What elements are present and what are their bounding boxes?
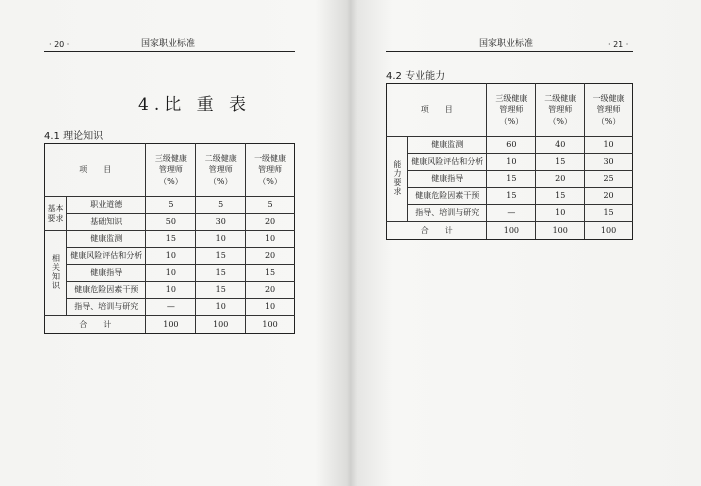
row-label: 基础知识 bbox=[66, 214, 146, 231]
header-level-2: 二级健康 管理师 （%） bbox=[536, 84, 585, 137]
group-basic-requirements: 基本 要求 bbox=[45, 197, 67, 231]
group-related-knowledge: 相关知识 bbox=[45, 231, 67, 316]
cell-value: 10 bbox=[146, 265, 196, 282]
total-value: 100 bbox=[585, 222, 633, 240]
table-row bbox=[45, 248, 295, 265]
table-row bbox=[387, 205, 633, 222]
total-row bbox=[45, 316, 295, 334]
row-label: 健康监测 bbox=[66, 231, 146, 248]
table-row bbox=[45, 231, 295, 248]
row-label: 健康监测 bbox=[407, 137, 487, 154]
cell-value: 10 bbox=[585, 137, 633, 154]
cell-value: 20 bbox=[585, 188, 633, 205]
table-row bbox=[387, 137, 633, 154]
cell-value: 15 bbox=[536, 188, 585, 205]
page-header: 国家职业标准 bbox=[141, 39, 196, 49]
total-label: 合 计 bbox=[45, 316, 146, 334]
header-level-3: 三级健康 管理师 （%） bbox=[146, 144, 196, 197]
table-header-row bbox=[387, 84, 633, 137]
cell-value: 10 bbox=[196, 231, 246, 248]
professional-ability-table bbox=[386, 83, 633, 240]
page-number: · 20 · bbox=[49, 40, 70, 49]
cell-value: 60 bbox=[487, 137, 536, 154]
table-row bbox=[45, 265, 295, 282]
cell-value: 5 bbox=[246, 197, 295, 214]
table-row bbox=[45, 197, 295, 214]
page-header: 国家职业标准 bbox=[479, 39, 534, 49]
table-row bbox=[387, 171, 633, 188]
table-row bbox=[45, 299, 295, 316]
cell-value: 40 bbox=[536, 137, 585, 154]
row-label: 健康风险评估和分析 bbox=[66, 248, 146, 265]
table-row bbox=[387, 154, 633, 171]
cell-value: 30 bbox=[585, 154, 633, 171]
row-label: 健康危险因素干预 bbox=[66, 282, 146, 299]
cell-value: 10 bbox=[536, 205, 585, 222]
cell-value: 15 bbox=[196, 248, 246, 265]
total-value: 100 bbox=[146, 316, 196, 334]
cell-value: 20 bbox=[246, 214, 295, 231]
row-label: 健康指导 bbox=[407, 171, 487, 188]
cell-value: 10 bbox=[146, 248, 196, 265]
header-rule bbox=[44, 51, 295, 52]
left-page bbox=[0, 0, 350, 486]
cell-value: 10 bbox=[246, 231, 295, 248]
header-level-1: 一级健康 管理师 （%） bbox=[585, 84, 633, 137]
cell-value: 15 bbox=[246, 265, 295, 282]
cell-value: 10 bbox=[487, 154, 536, 171]
cell-value: — bbox=[146, 299, 196, 316]
row-label: 指导、培训与研究 bbox=[66, 299, 146, 316]
cell-value: 15 bbox=[487, 188, 536, 205]
page-title: 4.比 重 表 bbox=[138, 95, 252, 115]
cell-value: 15 bbox=[585, 205, 633, 222]
table-header-row bbox=[45, 144, 295, 197]
header-level-2: 二级健康 管理师 （%） bbox=[196, 144, 246, 197]
total-value: 100 bbox=[536, 222, 585, 240]
cell-value: 30 bbox=[196, 214, 246, 231]
right-page bbox=[351, 0, 701, 486]
total-label: 合 计 bbox=[387, 222, 487, 240]
cell-value: 10 bbox=[146, 282, 196, 299]
cell-value: 50 bbox=[146, 214, 196, 231]
section-heading: 4.1 理论知识 bbox=[44, 131, 104, 142]
cell-value: 25 bbox=[585, 171, 633, 188]
table-row bbox=[45, 282, 295, 299]
row-label: 健康风险评估和分析 bbox=[407, 154, 487, 171]
header-level-3: 三级健康 管理师 （%） bbox=[487, 84, 536, 137]
row-label: 健康指导 bbox=[66, 265, 146, 282]
cell-value: 20 bbox=[246, 282, 295, 299]
cell-value: 15 bbox=[487, 171, 536, 188]
cell-value: 5 bbox=[146, 197, 196, 214]
cell-value: 20 bbox=[536, 171, 585, 188]
cell-value: 20 bbox=[246, 248, 295, 265]
total-value: 100 bbox=[196, 316, 246, 334]
header-rule bbox=[386, 51, 633, 52]
cell-value: 10 bbox=[246, 299, 295, 316]
table-row bbox=[387, 188, 633, 205]
cell-value: 10 bbox=[196, 299, 246, 316]
row-label: 指导、培训与研究 bbox=[407, 205, 487, 222]
total-value: 100 bbox=[487, 222, 536, 240]
total-value: 100 bbox=[246, 316, 295, 334]
cell-value: — bbox=[487, 205, 536, 222]
cell-value: 5 bbox=[196, 197, 246, 214]
section-heading: 4.2 专业能力 bbox=[386, 71, 446, 82]
theory-knowledge-table bbox=[44, 143, 295, 334]
table-row bbox=[45, 214, 295, 231]
cell-value: 15 bbox=[146, 231, 196, 248]
header-item: 项 目 bbox=[387, 84, 487, 137]
page-number: · 21 · bbox=[608, 40, 629, 49]
cell-value: 15 bbox=[536, 154, 585, 171]
cell-value: 15 bbox=[196, 265, 246, 282]
header-level-1: 一级健康 管理师 （%） bbox=[246, 144, 295, 197]
row-label: 职业道德 bbox=[66, 197, 146, 214]
total-row bbox=[387, 222, 633, 240]
group-ability-requirements: 能力要求 bbox=[387, 137, 408, 222]
header-item: 项 目 bbox=[45, 144, 146, 197]
row-label: 健康危险因素干预 bbox=[407, 188, 487, 205]
cell-value: 15 bbox=[196, 282, 246, 299]
